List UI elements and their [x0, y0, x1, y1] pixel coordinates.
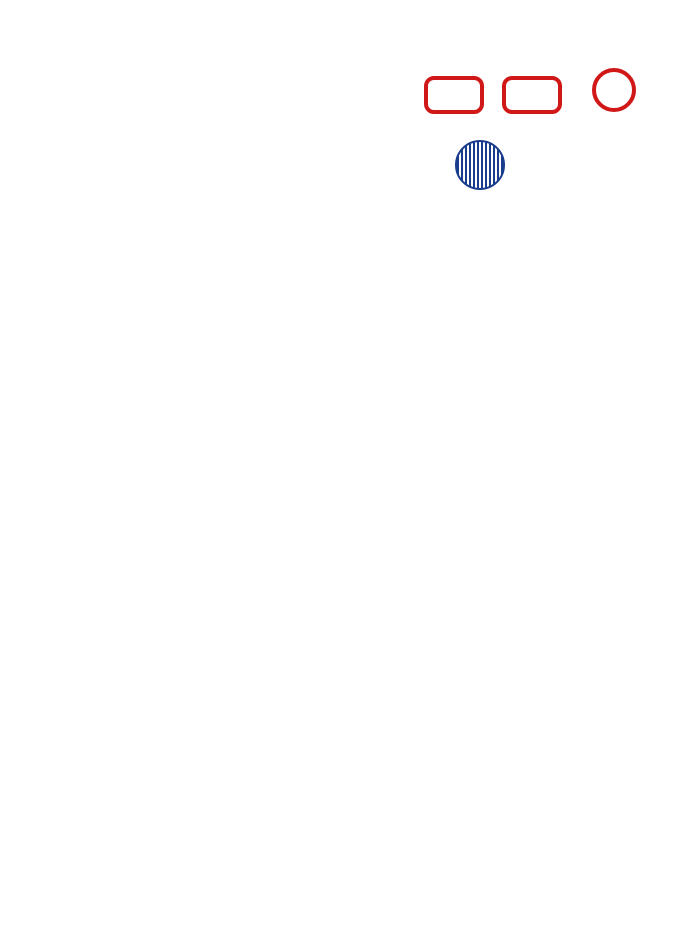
ilac-mra-logo — [455, 140, 505, 190]
cal-logo — [592, 68, 636, 112]
cma-logo-1 — [424, 76, 484, 114]
cma-logo-2 — [502, 76, 562, 114]
